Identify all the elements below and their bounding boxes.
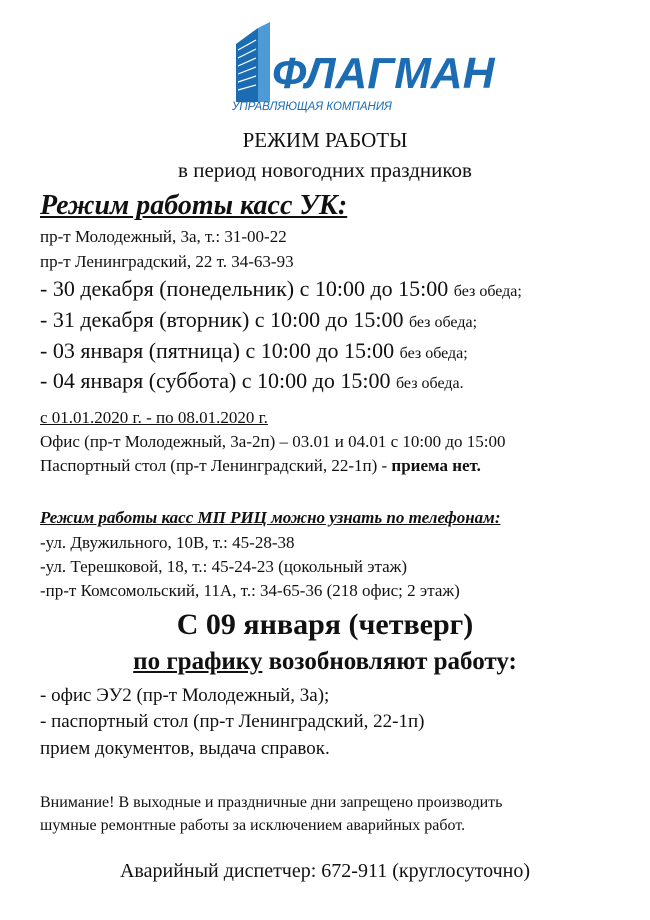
resume-heading bbox=[0, 648, 650, 676]
logo-subtitle: УПРАВЛЯЮЩАЯ КОМПАНИЯ bbox=[232, 101, 392, 113]
kassy-uk-title: Режим работы касс УК: bbox=[40, 190, 348, 221]
schedule-item bbox=[40, 276, 522, 302]
logo-title: ФЛАГМАН bbox=[272, 49, 495, 98]
resume-schedule-word: по графику bbox=[133, 648, 263, 675]
dispatcher-line: Аварийный диспетчер: 672-911 (круглосуточно) bbox=[119, 860, 530, 882]
kassy-uk-address-2: пр-т Ленинградский, 22 т. 34-63-93 bbox=[40, 252, 294, 271]
schedule-main: - 31 декабря (вторник) с 10:00 до 15:00 bbox=[40, 307, 404, 332]
passport-text: Паспортный стол (пр-т Ленинградский, 22-1п) - bbox=[40, 456, 388, 475]
schedule-item bbox=[40, 338, 468, 364]
schedule-item bbox=[40, 368, 464, 394]
notice-line-1: Внимание! В выходные и праздничные дни запрещено производить bbox=[40, 794, 503, 811]
building-icon bbox=[236, 22, 270, 102]
schedule-note: без обеда; bbox=[399, 345, 468, 362]
resume-rest: возобновляют работу: bbox=[262, 648, 517, 675]
notice-line-2: шумные ремонтные работы за исключением аварийных работ. bbox=[40, 817, 466, 834]
logo-graphic bbox=[228, 14, 495, 114]
heading-line-1: РЕЖИМ РАБОТЫ bbox=[242, 128, 408, 152]
ric-item: -ул. Терешковой, 18, т.: 45-24-23 (цокольный этаж) bbox=[40, 557, 408, 576]
schedule-note: без обеда; bbox=[408, 314, 478, 331]
resume-date: С 09 января (четверг) bbox=[176, 608, 474, 641]
period-office: Офис (пр-т Молодежный, 3а-2п) – 03.01 и 04.01 с 10:00 до 15:00 bbox=[40, 432, 506, 451]
schedule-main: - 30 декабря (понедельник) с 10:00 до 15:00 bbox=[40, 276, 449, 301]
schedule-main: - 03 января (пятница) с 10:00 до 15:00 bbox=[40, 338, 395, 363]
schedule-item bbox=[40, 307, 477, 333]
schedule-main: - 04 января (суббота) с 10:00 до 15:00 bbox=[40, 368, 391, 393]
resume-item: - паспортный стол (пр-т Ленинградский, 22-1п) bbox=[40, 711, 425, 732]
resume-item: прием документов, выдача справок. bbox=[40, 738, 330, 759]
schedule-note: без обеда. bbox=[395, 375, 464, 392]
kassy-uk-address-1: пр-т Молодежный, 3а, т.: 31-00-22 bbox=[40, 227, 287, 246]
ric-item: -ул. Двужильного, 10В, т.: 45-28-38 bbox=[40, 533, 295, 552]
ric-item: -пр-т Комсомольский, 11А, т.: 34-65-36 (218 офис; 2 этаж) bbox=[40, 581, 460, 600]
passport-status: приема нет. bbox=[391, 456, 481, 475]
resume-item: - офис ЭУ2 (пр-т Молодежный, 3а); bbox=[40, 685, 330, 706]
company-logo bbox=[228, 14, 495, 114]
schedule-note: без обеда; bbox=[453, 283, 522, 300]
heading-line-2: в период новогодних праздников bbox=[178, 158, 472, 182]
period-range: с 01.01.2020 г. - по 08.01.2020 г. bbox=[40, 408, 268, 427]
ric-title: Режим работы касс МП РИЦ можно узнать по телефонам: bbox=[40, 508, 501, 527]
period-passport bbox=[40, 456, 481, 476]
